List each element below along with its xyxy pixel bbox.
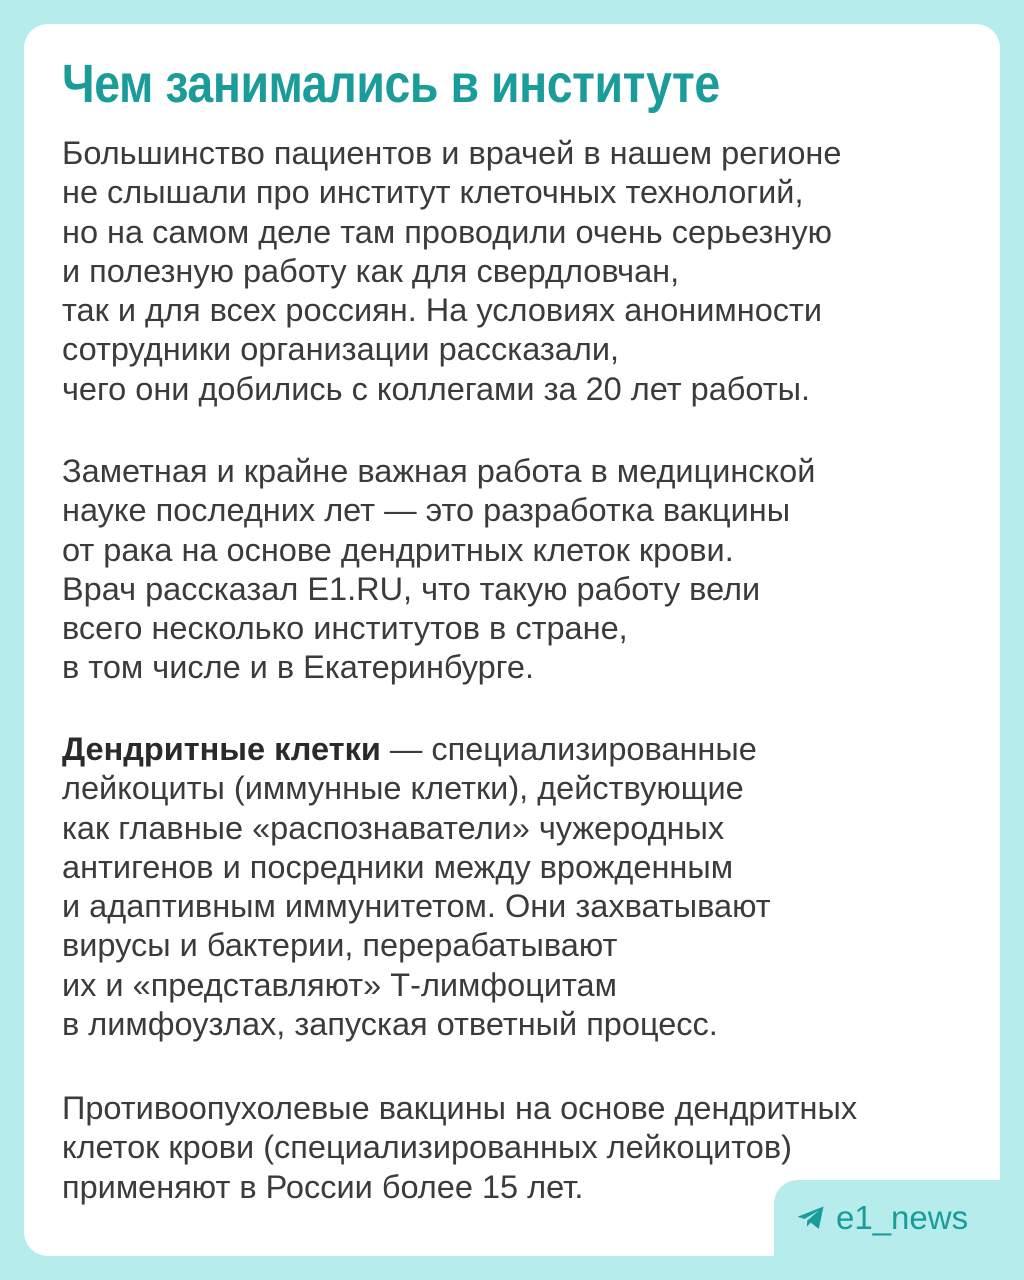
text-line: Большинство пациентов и врачей в нашем регионе — [62, 135, 842, 171]
text-line: всего несколько институтов в стране, — [62, 610, 628, 647]
text-line: чего они добились с коллегами за 20 лет работы. — [62, 370, 811, 407]
text-line: в том числе и в Екатеринбурге. — [62, 649, 534, 686]
text-line: науке последних лет — это разработка вакцины — [62, 492, 791, 529]
text-line: их и «представляют» Т-лимфоцитам — [62, 966, 617, 1003]
text-line: Противоопухолевые вакцины на основе дендритных — [62, 1090, 858, 1126]
text-line: и адаптивным иммунитетом. Они захватывают — [62, 888, 771, 925]
paragraph-dendritic-cells-definition — [62, 730, 771, 1044]
text-line: так и для всех россиян. На условиях анонимности — [62, 292, 823, 329]
channel-handle: e1_news — [836, 1199, 969, 1236]
text-line: не слышали про институт клеточных технологий, — [62, 174, 804, 211]
paragraph-vaccines-in-russia — [62, 1089, 857, 1207]
text-line: от рака на основе дендритных клеток крови. — [62, 531, 734, 568]
text-line: как главные «распознаватели» чужеродных — [62, 809, 725, 846]
text-line: клеток крови (специализированных лейкоцитов) — [62, 1129, 792, 1166]
text-line: лейкоциты (иммунные клетки), действующие — [62, 770, 744, 807]
text-line: сотрудники организации рассказали, — [62, 331, 620, 368]
definition-start: — специализированные — [380, 731, 757, 767]
paragraph-institute-intro — [62, 134, 841, 409]
paragraph-cancer-vaccine — [62, 452, 815, 688]
telegram-icon — [796, 1205, 826, 1231]
text-line: Врач рассказал E1.RU, что такую работу вели — [62, 570, 761, 607]
page-title: Чем занимались в институте — [62, 54, 720, 114]
text-line — [62, 730, 771, 769]
telegram-channel-link[interactable] — [796, 1196, 968, 1240]
text-line: вирусы и бактерии, перерабатывают — [62, 927, 618, 964]
text-line: применяют в России более 15 лет. — [62, 1168, 584, 1205]
text-line: Заметная и крайне важная работа в медицинской — [62, 453, 816, 489]
text-line: в лимфоузлах, запуская ответный процесс. — [62, 1006, 718, 1043]
text-line: но на самом деле там проводили очень серьезную — [62, 213, 832, 250]
text-line: и полезную работу как для свердловчан, — [62, 252, 680, 289]
defined-term: Дендритные клетки — [62, 731, 381, 767]
text-line: антигенов и посредники между врожденным — [62, 848, 734, 885]
